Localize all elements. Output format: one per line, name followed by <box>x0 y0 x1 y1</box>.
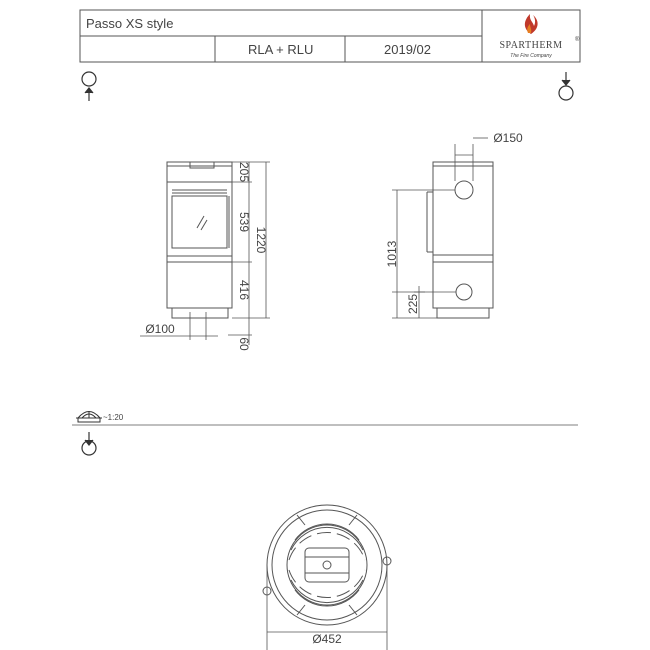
dim-1220: 1220 <box>254 226 268 254</box>
top-view <box>263 505 391 625</box>
date-label: 2019/02 <box>384 42 431 57</box>
variant-label: RLA + RLU <box>248 42 314 57</box>
air-inlet-bottom-icon <box>82 432 96 455</box>
air-inlet-up-icon <box>82 72 96 101</box>
spartherm-logo <box>525 14 538 34</box>
side-view <box>427 162 493 318</box>
brand-registered: ® <box>575 37 580 43</box>
scale-icon <box>76 411 102 422</box>
dim-416: 416 <box>237 279 251 301</box>
dim-d150: Ø150 <box>493 131 523 145</box>
dim-539: 539 <box>237 211 251 233</box>
air-outlet-down-icon <box>559 72 573 100</box>
dim-60: 60 <box>237 337 251 351</box>
dim-1013: 1013 <box>385 240 399 268</box>
dim-d100: Ø100 <box>145 322 175 336</box>
dim-205: 205 <box>237 161 251 183</box>
side-dimension-lines <box>392 138 488 318</box>
scale-label: ~1:20 <box>103 413 124 422</box>
brand-name: SPARTHERM <box>499 40 563 51</box>
front-view <box>167 162 232 318</box>
model-name: Passo XS style <box>86 16 174 31</box>
dim-225: 225 <box>406 293 420 315</box>
brand-tagline: The Fire Company <box>510 53 552 59</box>
dim-d452: Ø452 <box>312 632 342 646</box>
